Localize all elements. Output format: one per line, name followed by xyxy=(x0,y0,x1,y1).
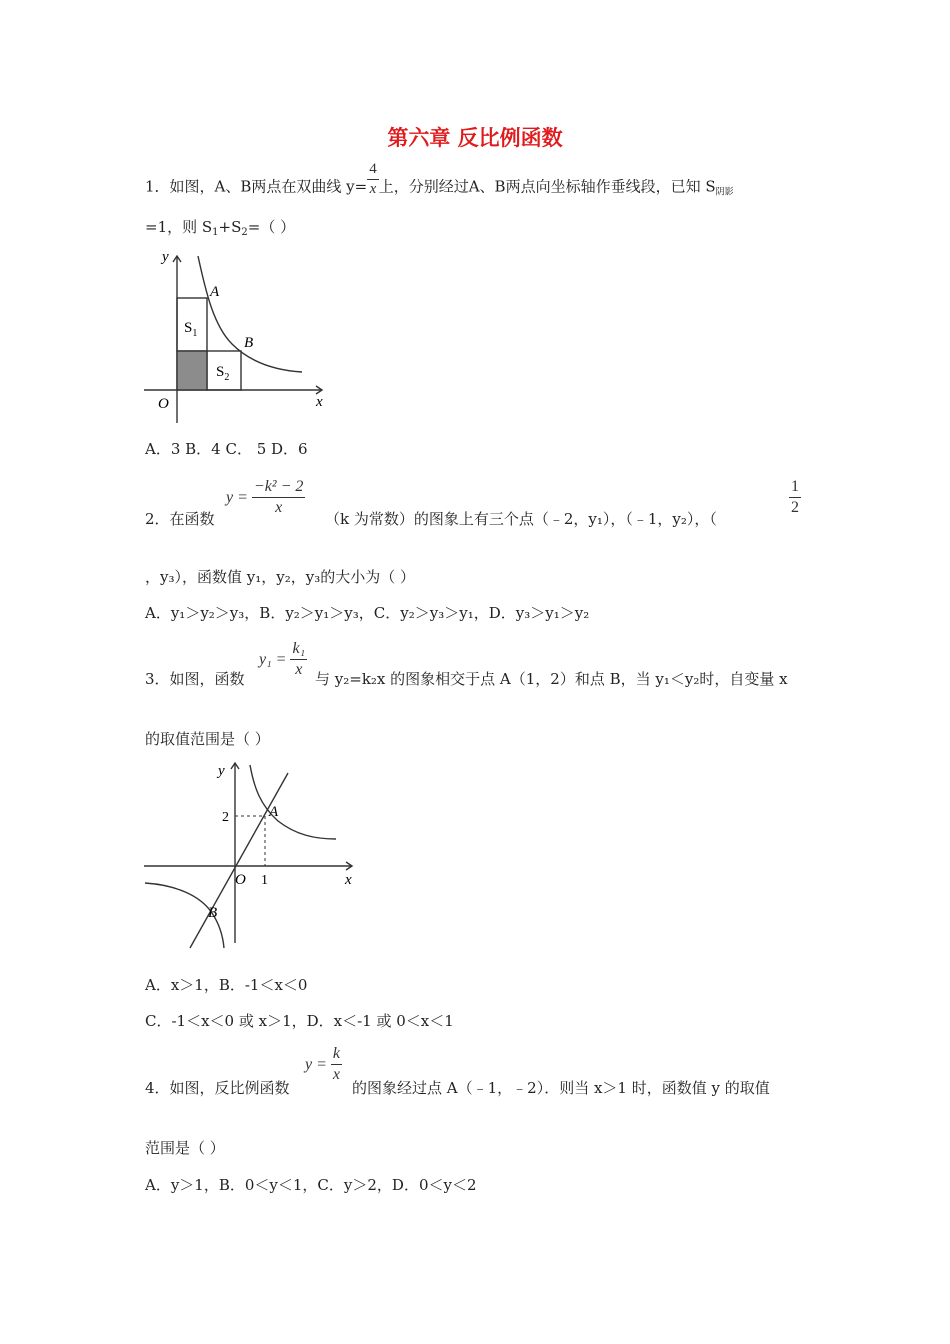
q2-half-fraction xyxy=(789,479,801,516)
q4-prefix: 4．如图，反比例函数 xyxy=(145,1079,290,1097)
q3-origin-label: O xyxy=(235,872,246,888)
q1-line2 xyxy=(145,217,295,243)
q1-text-a: 1．如图，A、B两点在双曲线 y= xyxy=(145,177,368,196)
q2-formula-num: −k² − 2 xyxy=(252,479,306,498)
q1-hyperbola xyxy=(198,256,302,372)
q4-formula-den: x xyxy=(332,1066,341,1083)
q2-options: A．y₁＞y₂＞y₃，B．y₂＞y₁＞y₃，C．y₂＞y₃＞y₁，D．y₃＞y₁＞y₂ xyxy=(145,604,590,622)
q4-formula-lhs: y = xyxy=(305,1055,327,1073)
q1-fraction xyxy=(367,162,379,197)
q3-line xyxy=(190,773,288,948)
q3-point-a-label: A xyxy=(269,804,279,820)
q2-formula xyxy=(226,479,305,516)
q1-y-label: y xyxy=(162,249,169,265)
q3-tick-2: 2 xyxy=(222,810,229,825)
q3-hyperbola-q1 xyxy=(250,765,336,839)
q1-s1-label: $S_1$ xyxy=(184,320,198,339)
q1-frac-num: 4 xyxy=(367,162,379,180)
q2-prefix: 2．在函数 xyxy=(145,510,215,528)
q1-line1 xyxy=(145,161,734,205)
q3-tick-1: 1 xyxy=(261,873,268,888)
q4-formula-num: k xyxy=(331,1046,342,1065)
q2-formula-den: x xyxy=(275,499,283,516)
q2-middle: （k 为常数）的图象上有三个点（﹣2，y₁），（﹣1，y₂），（ xyxy=(325,510,717,528)
q4-middle: 的图象经过点 A（﹣1，﹣2）．则当 x＞1 时，函数值 y 的取值 xyxy=(352,1079,770,1097)
q3-middle: 与 y₂=k₂x 的图象相交于点 A（1，2）和点 B，当 y₁＜y₂时，自变量 x xyxy=(315,670,788,688)
q3-formula-lhs: y₁ = xyxy=(259,650,287,668)
q1-graph xyxy=(140,248,355,428)
q1-s2-label: $S_2$ xyxy=(216,364,230,383)
q3-formula-num: k₁ xyxy=(290,641,307,660)
q1-shaded-rect xyxy=(177,351,207,390)
q3-formula-den: x xyxy=(295,661,303,678)
q4-formula-frac xyxy=(331,1046,342,1083)
q3-options-1: A．x＞1，B．-1＜x＜0 xyxy=(145,976,308,994)
q4-line2: 范围是（ ） xyxy=(145,1139,225,1157)
q1-frac-den: x xyxy=(369,181,377,197)
q1-s1-sub: 1 xyxy=(212,227,219,238)
q3-options-2: C．-1＜x＜0 或 x＞1，D．x＜-1 或 0＜x＜1 xyxy=(145,1012,454,1030)
q2-half-num: 1 xyxy=(789,479,801,498)
q1-line2-b: +S xyxy=(218,218,242,236)
q3-line2: 的取值范围是（ ） xyxy=(145,730,270,748)
q2-formula-lhs: y = xyxy=(226,488,248,506)
q1-options: A．3 B．4 C． 5 D．6 xyxy=(145,440,308,458)
q2-line2: ，y₃），函数值 y₁，y₂，y₃的大小为（ ） xyxy=(145,568,415,586)
q3-graph xyxy=(140,755,365,955)
q1-text-b: 上，分别经过A、B两点向坐标轴作垂线段，已知 S xyxy=(378,177,716,196)
q1-origin-label: O xyxy=(158,396,169,412)
q1-line2-c: =（ ） xyxy=(247,218,296,236)
q4-options: A．y＞1，B．0＜y＜1，C．y＞2，D．0＜y＜2 xyxy=(145,1176,477,1194)
q1-s2-sub: 2 xyxy=(241,227,248,238)
q2-half-den: 2 xyxy=(791,499,799,516)
q1-x-label: x xyxy=(316,394,323,410)
q3-x-label: x xyxy=(345,872,352,888)
page-title: 第六章 反比例函数 xyxy=(387,126,563,150)
q3-y-label: y xyxy=(218,763,225,779)
q3-point-b-label: B xyxy=(208,905,218,921)
q2-formula-frac xyxy=(252,479,306,516)
q1-point-b-label: B xyxy=(244,335,254,351)
q3-formula xyxy=(259,641,307,678)
q1-point-a-label: A xyxy=(210,284,220,300)
q3-formula-frac xyxy=(290,641,307,678)
q3-prefix: 3．如图，函数 xyxy=(145,670,245,688)
q4-formula xyxy=(305,1046,342,1083)
q1-line2-a: =1，则 S xyxy=(145,218,213,236)
q1-shade-sub: 阴影 xyxy=(715,187,734,198)
